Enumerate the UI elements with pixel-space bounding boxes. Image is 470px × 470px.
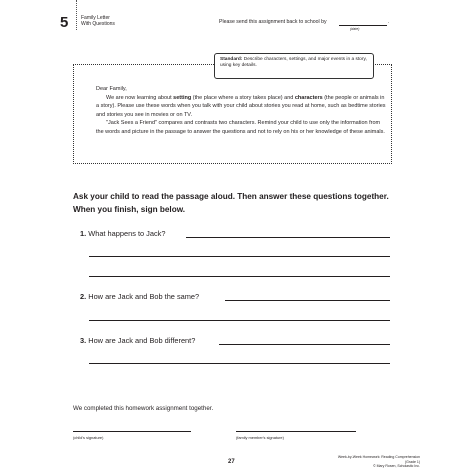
lesson-number: 5 [60, 14, 69, 31]
standard-box [214, 53, 374, 79]
lesson-title-line1: Family Letter [81, 15, 110, 21]
question-1-number: 1. [80, 229, 87, 238]
p1-middle: (the place where a story takes place) and [192, 94, 294, 101]
completion-statement: We completed this homework assignment together. [73, 405, 214, 412]
question-2-text: How are Jack and Bob the same? [88, 292, 200, 301]
instructions: Ask your child to read the passage aloud. Then answer these questions together. When you finish, sign below. [73, 192, 389, 214]
standard-label: Standard: [220, 57, 243, 62]
page-number: 27 [228, 459, 235, 465]
answer-1-line-2[interactable] [89, 256, 390, 257]
lesson-title-line2: With Questions [81, 21, 115, 27]
answer-2-line-2[interactable] [89, 320, 390, 321]
answer-2-line-1[interactable] [225, 300, 390, 301]
question-3-number: 3. [80, 336, 87, 345]
answer-3-line-2[interactable] [89, 363, 390, 364]
letter-text [96, 85, 386, 137]
footer-credit-line2: © Mary Rosen, Scholastic Inc. [373, 464, 420, 468]
p1-after: (the people or animals in a story). Please use these words when you talk with your child about stories you read at home, such as bedtime stories and stories you see in movies or on TV. [96, 94, 386, 118]
answer-3-line-1[interactable] [219, 344, 390, 345]
question-2 [80, 292, 199, 301]
standard-text: Describe characters, settings, and major events in a story, using key details. [220, 57, 367, 69]
footer-credit [334, 455, 420, 469]
date-caption: (date) [350, 27, 360, 31]
send-back-label: Please send this assignment back to school by [219, 19, 327, 25]
question-3 [80, 336, 195, 345]
family-signature-line[interactable] [236, 431, 356, 432]
send-back-suffix: . [388, 19, 390, 25]
question-1 [80, 229, 165, 238]
child-signature-line[interactable] [73, 431, 191, 432]
p1-before: We are now learning about [106, 94, 172, 101]
letter-paragraph-1 [96, 94, 386, 120]
question-1-text: What happens to Jack? [88, 229, 166, 238]
answer-1-line-3[interactable] [89, 276, 390, 277]
header-dotted-divider [76, 0, 77, 30]
footer-credit-line1: Week-by-Week Homework: Reading Comprehension (Grade 1) [337, 455, 420, 464]
question-2-number: 2. [80, 292, 87, 301]
term-setting: setting [173, 94, 192, 101]
family-signature-label: (family member's signature) [236, 435, 284, 440]
term-characters: characters [294, 94, 323, 101]
answer-1-line-1[interactable] [186, 237, 390, 238]
letter-greeting: Dear Family, [96, 86, 127, 92]
question-3-text: How are Jack and Bob different? [88, 336, 196, 345]
lesson-title [81, 15, 115, 27]
send-back-date-field[interactable] [339, 25, 387, 26]
child-signature-label: (child's signature) [73, 435, 104, 440]
letter-paragraph-2: "Jack Sees a Friend" compares and contrasts two characters. Remind your child to use only the information from the words and picture in the passage to answer the questions and not to rely on his or her knowledge of these animals. [96, 120, 385, 135]
